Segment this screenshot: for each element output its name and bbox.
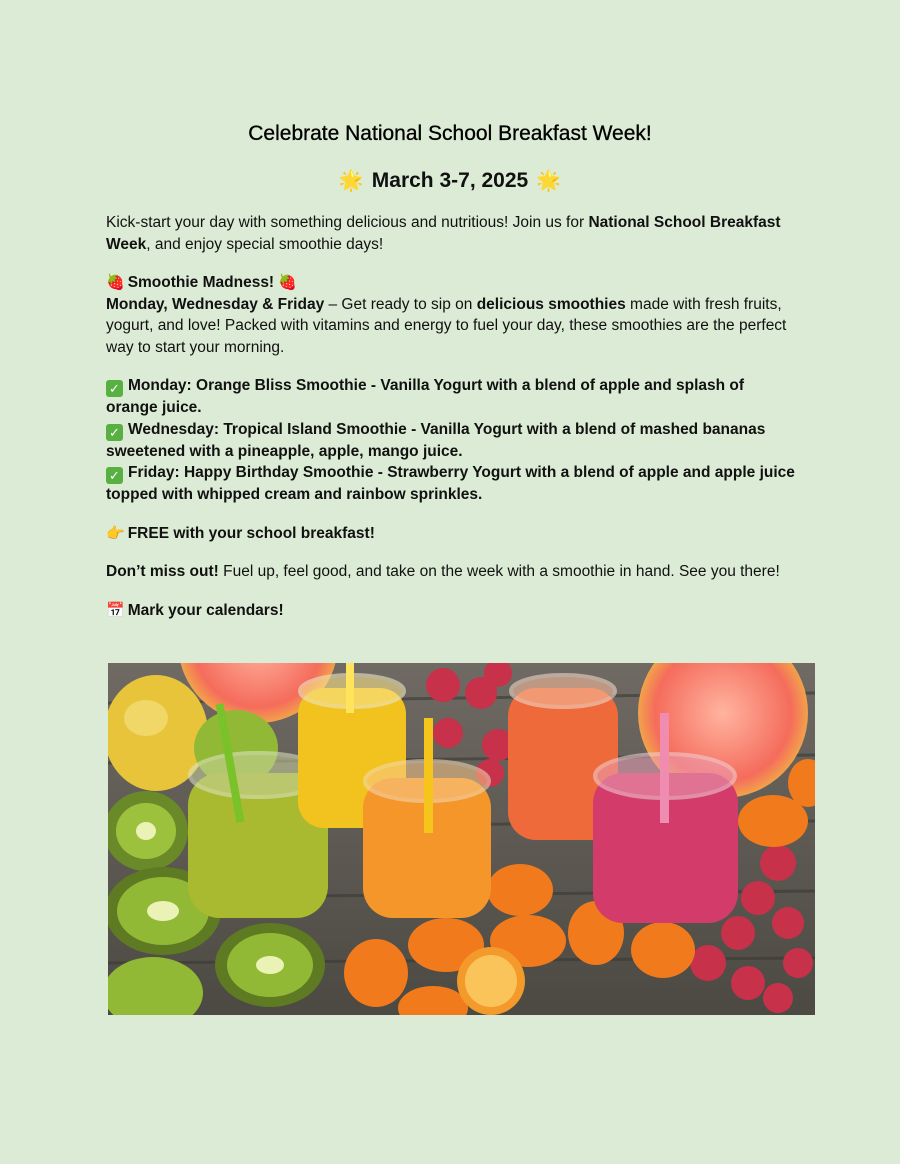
smoothie-menu: [106, 375, 796, 506]
dates-text: March 3-7, 2025: [371, 168, 529, 192]
menu-item-friday: ✓ Friday: Happy Birthday Smoothie - Strawberry Yogurt with a blend of apple and apple juice topped with whipped cream and rainbow sprinkles.: [106, 464, 795, 503]
check-icon: ✓: [106, 467, 123, 484]
calendar-note: 📅 Mark your calendars!: [106, 601, 284, 619]
strawberry-icon: 🍓: [278, 274, 298, 291]
intro-paragraph: Kick-start your day with something delicious and nutritious! Join us for National School Breakfast Week, and enjoy special smoothie days!: [106, 214, 781, 253]
smoothie-madness-heading: 🍓 Smoothie Madness! 🍓: [106, 274, 298, 291]
strawberry-icon: 🍓: [106, 274, 125, 291]
check-icon: ✓: [106, 424, 123, 441]
pointing-hand-icon: 👉: [106, 524, 125, 542]
smoothies-photo: [108, 663, 815, 1015]
event-dates: [0, 168, 900, 193]
smoothie-madness-section: 🍓 Smoothie Madness! 🍓 Monday, Wednesday & Friday – Get ready to sip on delicious smoothies made with fresh fruits, yogurt, and love! Packed with vitamins and energy to fuel your day, these smoothies are the perfect way to start your morning.: [106, 274, 787, 356]
sun-icon: 🌟: [338, 170, 364, 192]
sun-icon: 🌟: [536, 170, 562, 192]
menu-item-monday: ✓ Monday: Orange Bliss Smoothie - Vanilla Yogurt with a blend of apple and splash of orange juice.: [106, 377, 745, 416]
calendar-icon: 📅: [106, 601, 125, 619]
flyer-content: [106, 212, 796, 638]
menu-item-wednesday: ✓ Wednesday: Tropical Island Smoothie - Vanilla Yogurt with a blend of mashed bananas sweetened with a pineapple, apple, mango juice.: [106, 420, 766, 460]
page-title: Celebrate National School Breakfast Week!: [248, 122, 652, 145]
check-icon: ✓: [106, 380, 123, 397]
free-note: 👉 FREE with your school breakfast!: [106, 524, 375, 542]
dont-miss-paragraph: Don’t miss out! Fuel up, feel good, and take on the week with a smoothie in hand. See you there!: [106, 563, 780, 580]
